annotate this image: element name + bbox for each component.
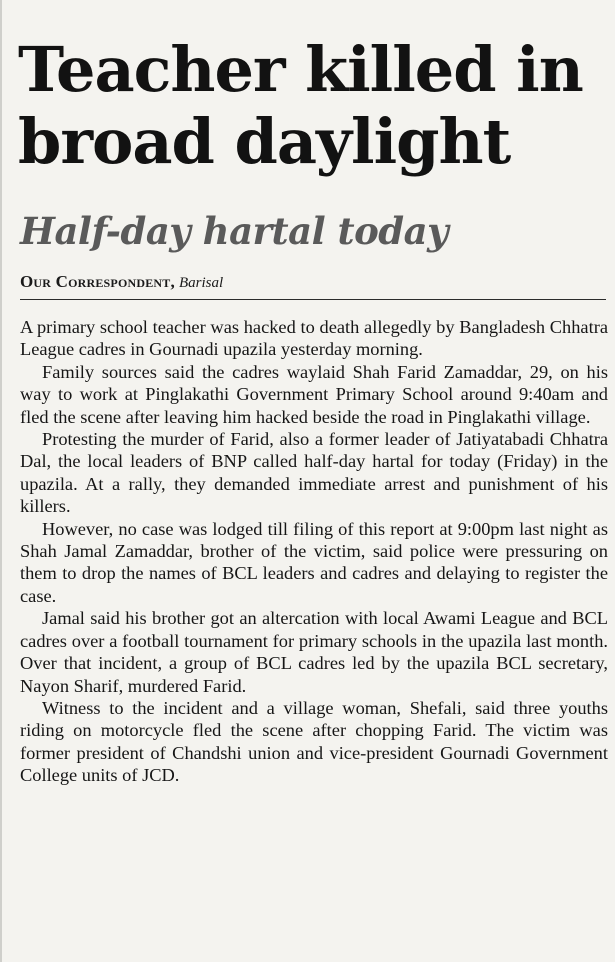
- article-body: [20, 316, 608, 787]
- article-paragraph: A primary school teacher was hacked to death allegedly by Bangladesh Chhatra League cadres in Gournadi upazila yesterday morning.: [20, 317, 608, 360]
- article-paragraph: However, no case was lodged till filing of this report at 9:00pm last night as Shah Jamal Zamaddar, brother of the victim, said police were pressuring on them to drop the names of BCL leaders and cadres and delaying to register the case.: [20, 518, 608, 606]
- article-paragraph: Witness to the incident and a village woman, Shefali, said three youths riding on motorcycle fled the scene after chopping Farid. The victim was former president of Chandshi union and vice-president Gournadi Government College units of JCD.: [20, 697, 608, 786]
- byline-author: Our Correspondent,: [20, 272, 175, 291]
- headline: Teacher killed in broad daylight: [18, 33, 583, 178]
- article-paragraph: Protesting the murder of Farid, also a former leader of Jatiyatabadi Chhatra Dal, the local leaders of BNP called half-day hartal for today (Friday) in the upazila. At a rally, they demanded immediate arrest and punishment of his killers.: [20, 429, 608, 517]
- subheadline: Half-day hartal today: [20, 209, 449, 253]
- byline-location: Barisal: [178, 275, 224, 291]
- byline-divider: [20, 299, 606, 300]
- byline: [20, 272, 223, 293]
- article-paragraph: Jamal said his brother got an altercation with local Awami League and BCL cadres over a football tournament for primary schools in the upazila last month. Over that incident, a group of BCL cadres led by the upazila BCL secretary, Nayon Sharif, murdered Farid.: [20, 608, 608, 696]
- article-paragraph: Family sources said the cadres waylaid Shah Farid Zamaddar, 29, on his way to work at Pinglakathi Government Primary School around 9:40am and fled the scene after leaving him hacked beside the road in Pinglakathi village.: [20, 361, 608, 427]
